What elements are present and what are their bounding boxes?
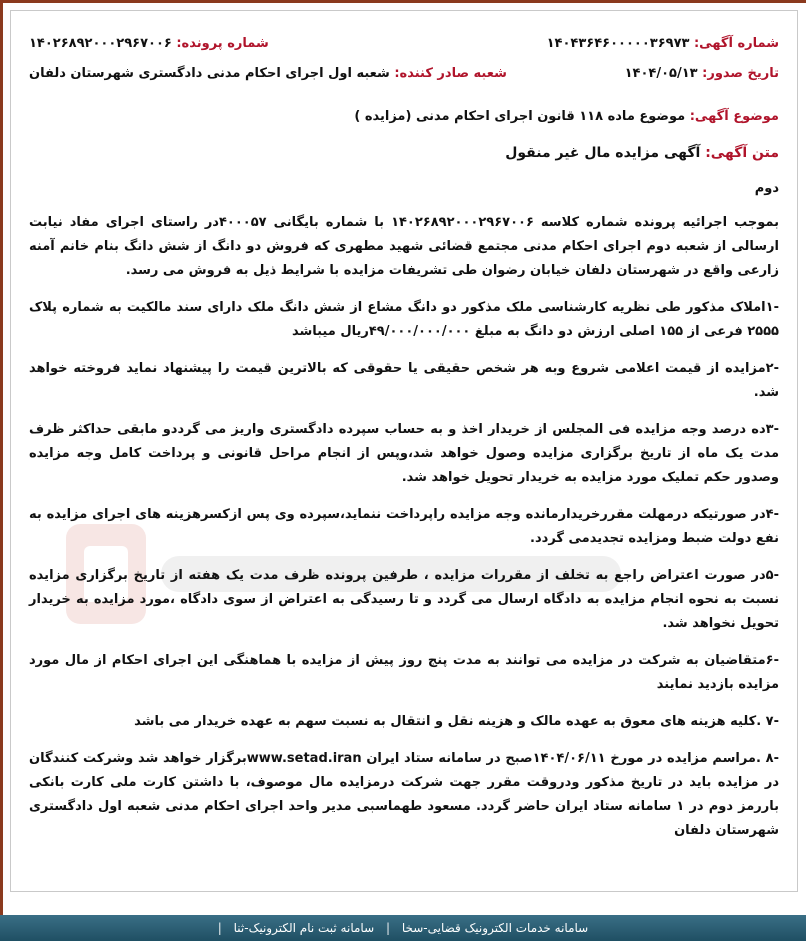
issuer-value: شعبه اول اجرای احکام مدنی دادگستری شهرستان دلفان [29, 65, 390, 81]
paragraph-item-8: -۸ .مراسم مزایده در مورخ ۱۴۰۴/۰۶/۱۱صبح در سامانه ستاد ایران www.setad.iranبرگزار خواهد شد وشرکت کنندگان در مزایده باید در تاریخ مذکور ودروقت مقرر جهت شرکت درمزایده مال موصوف، با داشتن کارت ملی کارت بانکی باررمز دوم در ۱ سامانه ستاد ایران حاضر گردد. مسعود طهماسبی مدیر واحد اجرای احکام مدنی شعبه اول دادگستری شهرستان دلفان [29, 751, 779, 838]
paragraph-item-2: -۲مزایده از قیمت اعلامی شروع وبه هر شخص حقیقی یا حقوقی که بالاترین قیمت را پیشنهاد نماید فروخته خواهد شد. [29, 361, 779, 400]
footer-link-sana[interactable]: سامانه ثبت نام الکترونیک-ثنا [233, 921, 375, 935]
subject-line [29, 109, 779, 131]
case-number-label: شماره پرونده: [176, 35, 269, 51]
case-number-field [29, 36, 269, 51]
header-row-1 [29, 29, 779, 57]
issue-date-field [625, 66, 779, 81]
issue-date-value: ۱۴۰۴/۰۵/۱۳ [624, 65, 698, 81]
announcement-content [29, 29, 779, 856]
paragraph-item-7: -۷ .کلیه هزینه های معوق به عهده مالک و هزینه نقل و انتقال به نسبت سهم به عهده خریدار می باشد [134, 714, 779, 729]
issuer-label: شعبه صادر کننده: [394, 65, 507, 81]
issuer-field [29, 66, 507, 81]
round-label: دوم [754, 181, 779, 196]
body-title-label: متن آگهی: [705, 145, 779, 161]
paragraph-item-3: -۳ده درصد وجه مزایده فی المجلس از خریدار اخذ و به حساب سپرده دادگستری واریز می گرددو مابقی حداکثر ظرف مدت یک ماه از تاریخ برگزاری مزایده وصول خواهد شد،وپس از انجام مراحل قانونی و پرداخت کامل وجه مزایده وصدور حکم تملیک مورد مزایده به خریدار تحویل خواهد شد. [29, 422, 779, 485]
case-number-value: ۱۴۰۲۶۸۹۲۰۰۰۲۹۶۷۰۰۶ [29, 35, 172, 51]
paragraph-item-4: -۴در صورتیکه درمهلت مقررخریدارمانده وجه مزایده راپرداخت ننماید،سپرده وی پس ازکسرهزینه های اجرای مزایده به نفع دولت ضبط ومزایده تجدیدمی گردد. [29, 507, 779, 546]
paragraph-intro: بموجب اجرائیه پرونده شماره کلاسه ۱۴۰۲۶۸۹۲۰۰۰۲۹۶۷۰۰۶ با شماره بایگانی ۴۰۰۰۵۷در راستای اجرای مفاد نیابت ارسالی از شعبه دوم اجرای احکام مدنی مجتمع قضائی شهید مطهری که فروش دو دانگ از شش دانگ بنام خانم آمنه زارعی واقع در شهرستان دلفان خیابان رضوان طی تشریفات مزایده با شرایط ذیل به فروش می رسد. [29, 215, 780, 278]
ad-number-field [547, 36, 779, 51]
paragraph-item-6: -۶متقاضیان به شرکت در مزایده می توانند به مدت پنج روز پیش از مزایده با هماهنگی این اجرای احکام از مال مورد مزایده بازدید نمایند [29, 653, 779, 692]
issue-date-label: تاریخ صدور: [702, 65, 779, 81]
subject-text: موضوع ماده ۱۱۸ قانون اجرای احکام مدنی (مزایده ) [354, 109, 686, 124]
ad-number-label: شماره آگهی: [693, 35, 779, 51]
paragraph-item-5: -۵در صورت اعتراض راجع به تخلف از مقررات مزایده ، طرفین پرونده ظرف مدت یک هفته از تاریخ برگزاری مزایده نسبت به نحوه انجام مزایده به دادگاه ارسال می گردد و تا رسیدگی به اعتراض از سوی دادگاه ،مورد مزایده به خریدار تحویل نخواهد شد. [29, 568, 779, 631]
document-page [10, 10, 798, 892]
footer-separator: | [385, 921, 390, 935]
body-title-line [29, 145, 779, 169]
header-row-2 [29, 59, 779, 87]
footer-link-sakha[interactable]: سامانه خدمات الکترونیک قضایی-سخا [401, 921, 589, 935]
footer-bar [0, 915, 806, 941]
subject-label: موضوع آگهی: [689, 109, 779, 124]
footer-separator-end: | [217, 921, 222, 935]
paragraph-item-1: -۱املاک مذکور طی نظریه کارشناسی ملک مذکور دو دانگ مشاع از شش دانگ ملک دارای سند مالکیت به شماره پلاک ۲۵۵۵ فرعی از ۱۵۵ اصلی ارزش دو دانگ به مبلغ ۴۹/۰۰۰/۰۰۰/۰۰۰ریال میباشد [29, 300, 779, 339]
ad-number-value: ۱۴۰۴۳۶۴۶۰۰۰۰۰۳۶۹۷۳ [546, 35, 690, 51]
body-title-text: آگهی مزایده مال غیر منقول [505, 145, 701, 161]
